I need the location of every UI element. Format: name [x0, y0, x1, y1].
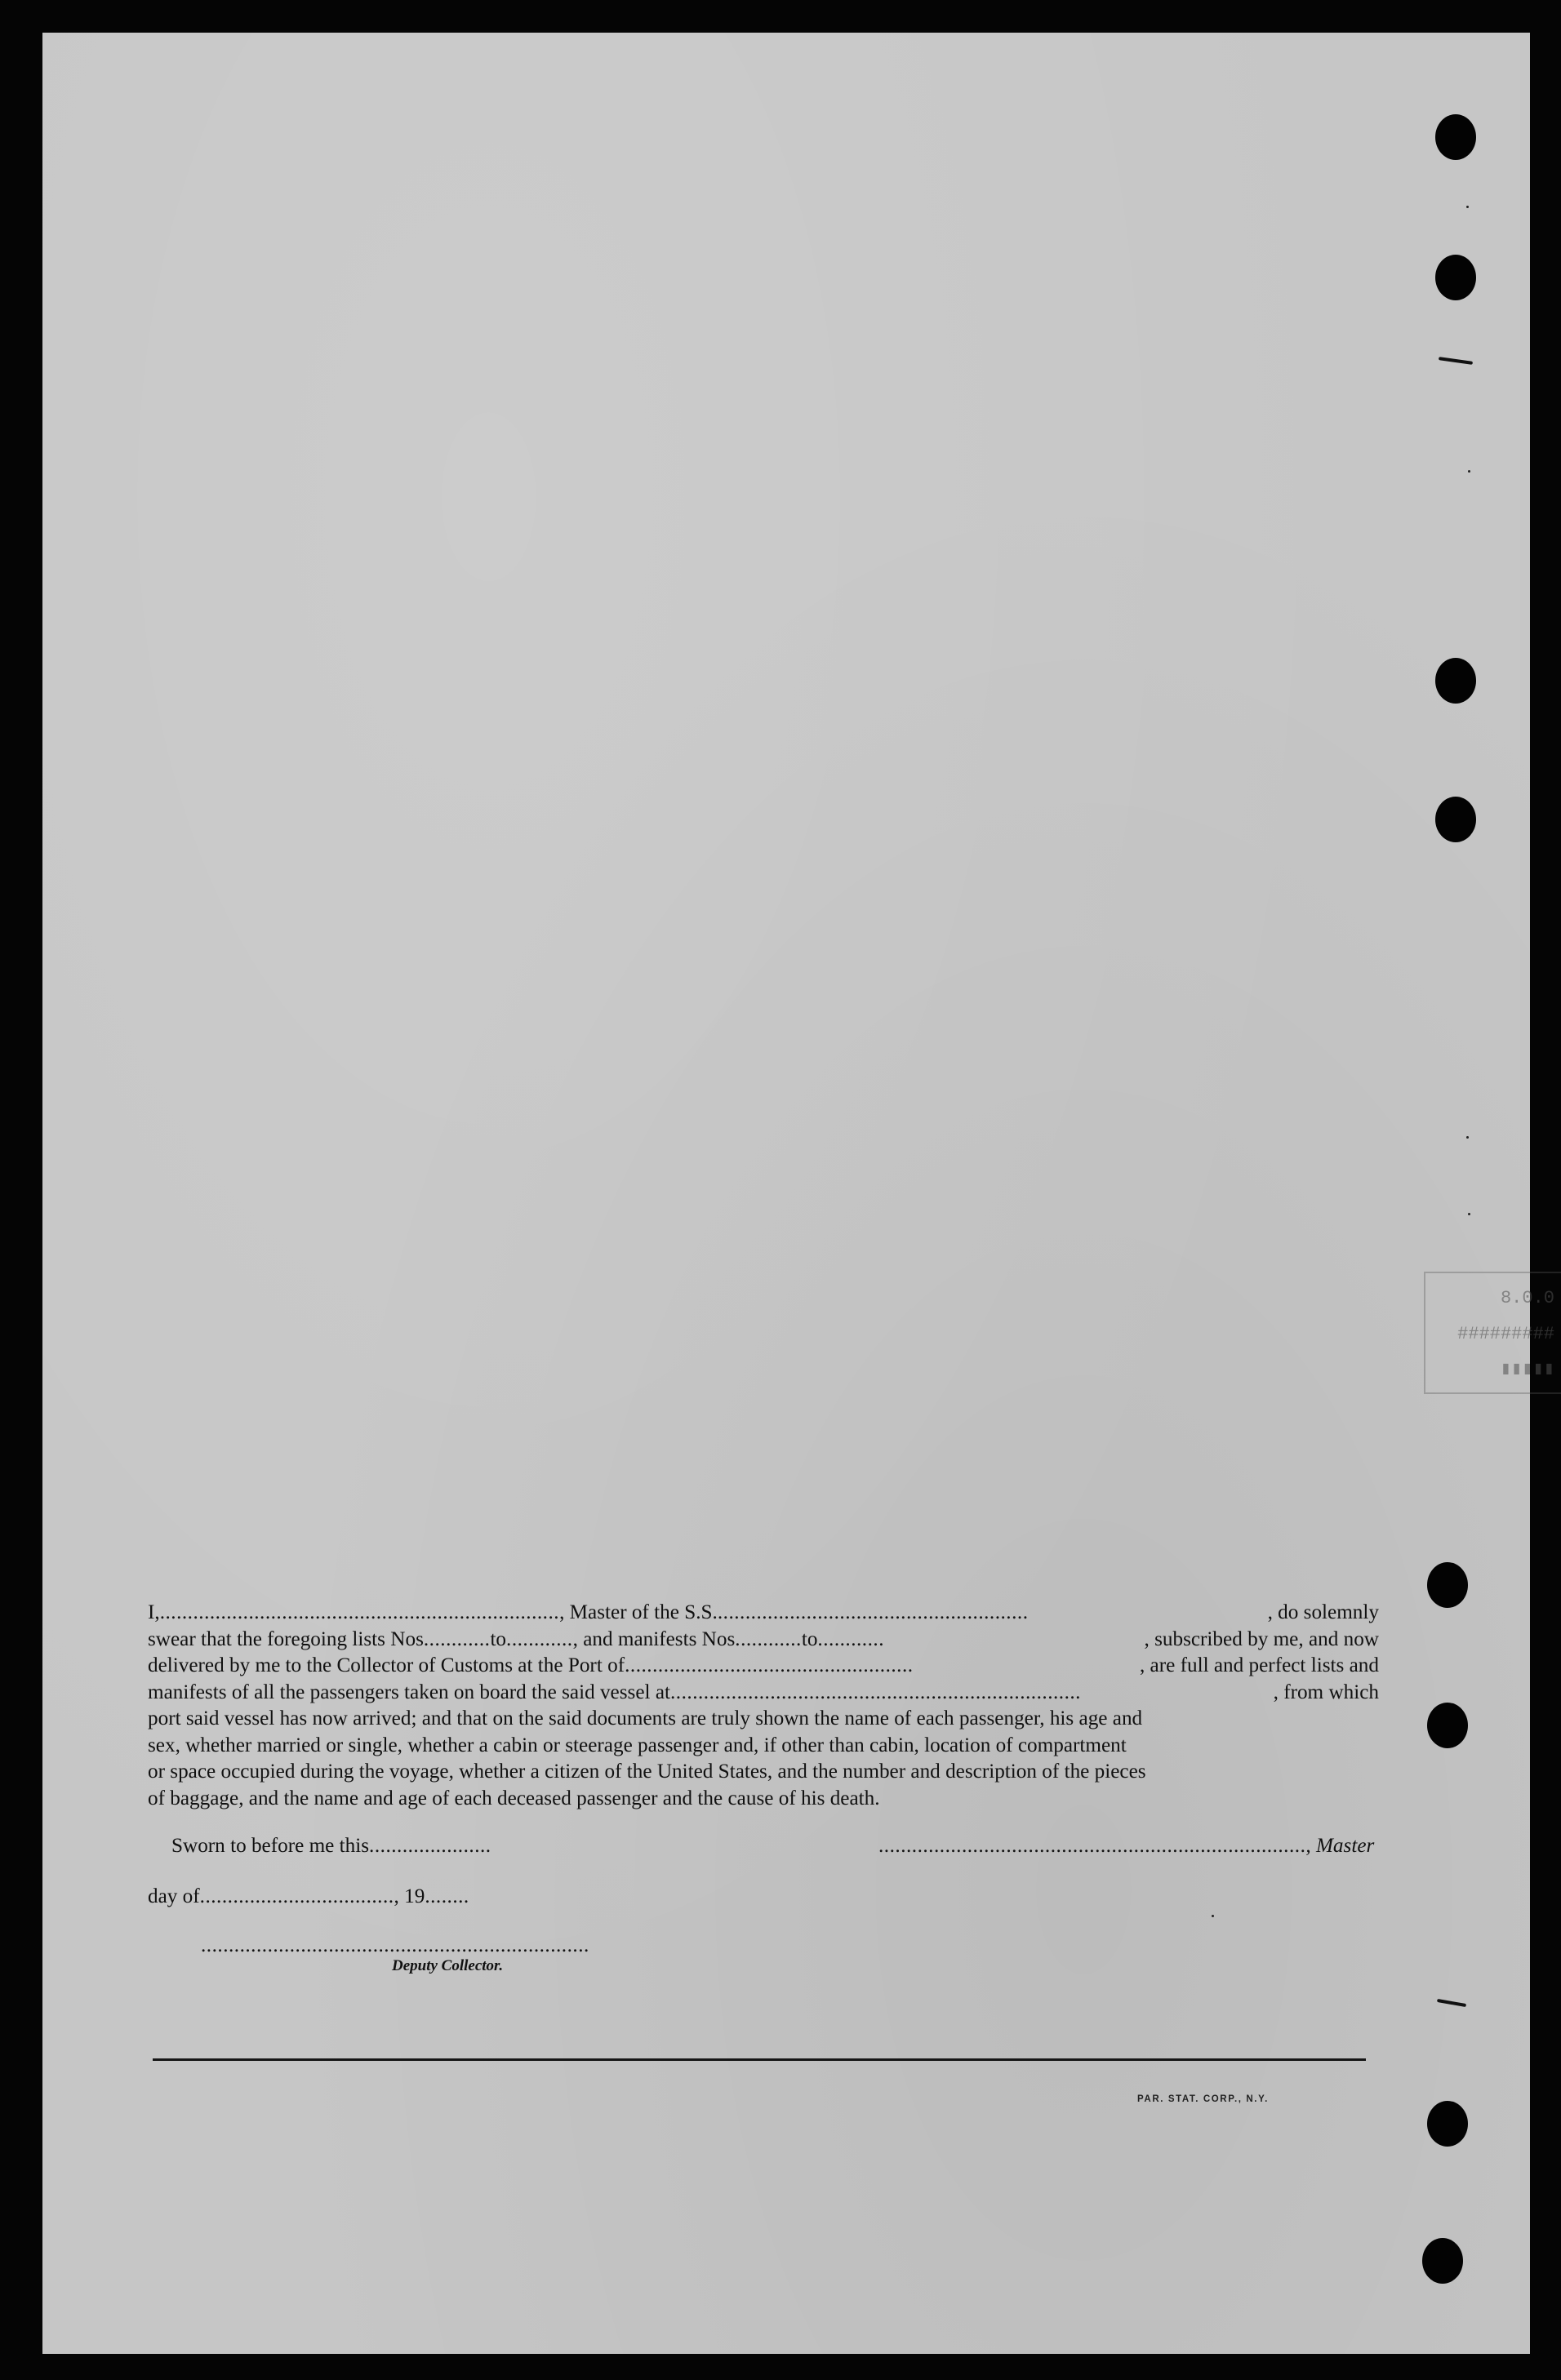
oath-text: or space occupied during the voyage, whether a citizen of the United States, and the number and description of the pieces: [148, 1761, 1146, 1783]
oath-line-4: [148, 1680, 1379, 1707]
oath-text: , subscribed by me, and now: [1144, 1627, 1379, 1650]
punch-hole: [1422, 2238, 1463, 2284]
sworn-line: [171, 1835, 491, 1858]
oath-text: , are full and perfect lists and: [1139, 1654, 1379, 1676]
master-name-blank[interactable]: ........................................................................: [159, 1601, 560, 1623]
manifest-back-page: [42, 33, 1554, 2354]
oath-text: to: [490, 1627, 507, 1650]
oath-text: , and manifests Nos: [572, 1627, 736, 1650]
speck: [1466, 1136, 1469, 1139]
manifests-from-blank[interactable]: ............: [735, 1627, 802, 1650]
sworn-date-blank[interactable]: ......................: [369, 1835, 491, 1857]
oath-text: , Master of the S.S.: [559, 1601, 718, 1623]
faint-stamp: 8.0.0 ######### ▮▮▮▮▮: [1424, 1272, 1561, 1394]
oath-text: sex, whether married or single, whether a cabin or steerage passenger and, if other than cabin, location of compartment: [148, 1734, 1127, 1756]
oath-text: delivered by me to the Collector of Customs at the Port of: [148, 1654, 625, 1676]
master-label: , Master: [1305, 1835, 1375, 1857]
sworn-text: Sworn to before me this: [171, 1835, 370, 1857]
ship-name-blank[interactable]: ........................................................: [717, 1601, 1029, 1623]
lists-from-blank[interactable]: ............: [423, 1627, 491, 1650]
oath-text: I,: [148, 1601, 160, 1623]
oath-line-5: [148, 1706, 1379, 1733]
oath-line-6: [148, 1733, 1379, 1760]
year-prefix: , 19: [394, 1885, 425, 1907]
oath-paragraph: [148, 1600, 1379, 1812]
day-line: [148, 1885, 469, 1908]
punch-hole: [1435, 114, 1476, 160]
master-signature-blank[interactable]: .............................................................................: [878, 1835, 1306, 1857]
oath-text: to: [801, 1627, 818, 1650]
oath-line-8: [148, 1786, 1379, 1813]
oath-text: manifests of all the passengers taken on board the said vessel at: [148, 1681, 670, 1703]
oath-text: , do solemnly: [1267, 1601, 1379, 1623]
oath-text: swear that the foregoing lists Nos: [148, 1627, 424, 1650]
punch-hole: [1435, 797, 1476, 842]
punch-hole: [1427, 1562, 1468, 1608]
manifests-to-blank[interactable]: ............: [817, 1627, 884, 1650]
year-blank[interactable]: ........: [425, 1885, 469, 1907]
master-signature-line: [878, 1835, 1374, 1858]
speck: [1212, 1915, 1214, 1917]
deputy-collector-label: Deputy Collector.: [392, 1957, 504, 1974]
oath-text: , from which: [1273, 1681, 1379, 1703]
port-blank[interactable]: ....................................................: [625, 1654, 914, 1676]
punch-hole: [1427, 2101, 1468, 2147]
speck: [1468, 470, 1470, 473]
punch-hole: [1435, 658, 1476, 704]
speck: [1466, 206, 1469, 208]
punch-hole: [1427, 1703, 1468, 1748]
horizontal-rule: [153, 2058, 1366, 2061]
deputy-signature-line: [201, 1934, 589, 1957]
oath-line-2: [148, 1627, 1379, 1654]
deputy-signature-blank[interactable]: ......................................................................: [201, 1934, 589, 1956]
printer-mark: PAR. STAT. CORP., N.Y.: [1137, 2094, 1269, 2104]
lists-to-blank[interactable]: ............: [506, 1627, 573, 1650]
day-month-blank[interactable]: ...................................: [199, 1885, 394, 1907]
oath-text: of baggage, and the name and age of each deceased passenger and the cause of his death.: [148, 1787, 880, 1809]
embarkation-port-blank[interactable]: ..........................................................................: [670, 1681, 1081, 1703]
oath-text: port said vessel has now arrived; and that on the said documents are truly shown the name of each passenger, his age and: [148, 1707, 1143, 1729]
punch-hole: [1435, 255, 1476, 300]
oath-line-3: [148, 1653, 1379, 1680]
day-text: day of: [148, 1885, 200, 1907]
oath-line-1: [148, 1600, 1379, 1627]
oath-line-7: [148, 1759, 1379, 1786]
speck: [1468, 1213, 1470, 1215]
